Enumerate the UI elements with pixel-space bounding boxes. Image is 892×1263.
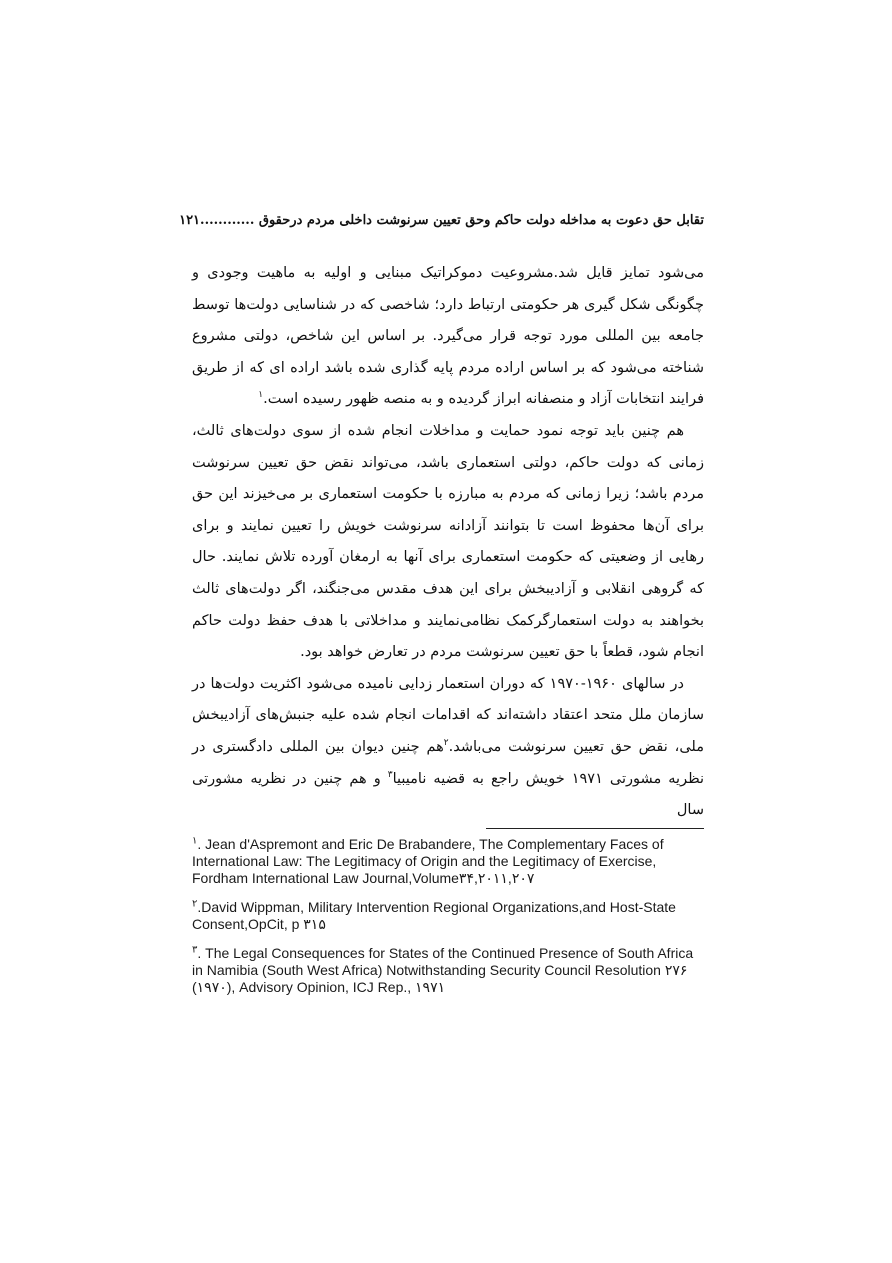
paragraph-2 xyxy=(192,416,704,669)
footnote-ref-3: ۳ xyxy=(387,769,393,780)
footnote-ref-2: ۲ xyxy=(443,738,449,749)
paragraph-1 xyxy=(192,258,704,416)
footnote-separator xyxy=(486,828,704,829)
footnote-2-mark: ۲ xyxy=(192,898,198,910)
footnote-3 xyxy=(192,945,704,996)
running-header xyxy=(179,213,704,237)
paragraph-3 xyxy=(192,669,704,827)
footnote-1-text: . Jean d'Aspremont and Eric De Brabandere, The Complementary Faces of International Law: The Legitimacy of Origin and the Legitimacy of Exercise, Fordham International Law Journal,Volume۳۴,۲۰۱۱,۲۰۷ xyxy=(192,836,664,886)
body-text xyxy=(192,258,704,827)
footnote-3-mark: ۳ xyxy=(192,944,198,956)
footnote-1-mark: ۱ xyxy=(192,835,198,847)
footnote-3-text: . The Legal Consequences for States of the Continued Presence of South Africa in Namibia (South West Africa) Notwithstanding Security Council Resolution ۲۷۶ (۱۹۷۰), Advisory Opinion, ICJ Rep., ۱۹۷۱ xyxy=(192,945,694,995)
paragraph-1-text: می‌شود تمایز قایل شد.مشروعیت دموکراتیک مبنایی و اولیه به ماهیت وجودی و چگونگی شکل گیری هر حکومتی ارتباط دارد؛ شاخصی که در شناسایی دولت‌ها توسط جامعه بین المللی مورد توجه قرار می‌گیرد. بر اساس این شاخص، دولتی مشروع شناخته می‌شود که بر اساس اراده مردم پایه گذاری شده باشد اراده ای که از طریق فرایند انتخابات آزاد و منصفانه ابراز گردیده و به منصه ظهور رسیده است. xyxy=(192,265,704,408)
footnote-1 xyxy=(192,836,704,887)
footnote-2-text: .David Wippman, Military Intervention Regional Organizations,and Host-State Consent,OpCit, p ۳۱۵ xyxy=(192,899,676,932)
paragraph-2-text: هم چنین باید توجه نمود حمایت و مداخلات انجام شده از سوی دولت‌های ثالث، زمانی که دولت حاکم، دولتی استعماری باشد، می‌تواند نقض حق تعیین سرنوشت مردم باشد؛ زیرا زمانی که مردم به مبارزه با حکومت استعماری بر می‌خیزند این حق برای آن‌ها محفوظ است تا بتوانند آزادانه سرنوشت خویش را تعیین نمایند و برای رهایی از وضعیتی که حکومت استعماری برای آنها به ارمغان آورده تلاش نمایند. حال که گروهی انقلابی و آزادیبخش برای این هدف مقدس می‌جنگند، اگر دولت‌های ثالث بخواهند به دولت استعمارگرکمک نظامی‌نمایند و مداخلاتی با هدف حفظ دولت حاکم انجام شود، قطعاً با حق تعیین سرنوشت مردم در تعارض خواهد بود. xyxy=(192,422,704,661)
footnotes xyxy=(192,836,704,1008)
paragraph-3-text-part3: و هم چنین در نظریه مشورتی سال xyxy=(192,770,704,819)
paragraph-3-text-part2: هم چنین دیوان بین المللی دادگستری در نظریه مشورتی ۱۹۷۱ خویش راجع به قضیه نامیبیا xyxy=(192,738,704,787)
running-header-title: تقابل حق دعوت به مداخله دولت حاکم وحق تعیین سرنوشت داخلی مردم درحقوق ............ xyxy=(200,213,704,228)
page-number: ۱۲۱ xyxy=(179,213,201,228)
paragraph-3-text-part1: در سالهای ۱۹۶۰-۱۹۷۰ که دوران استعمار زدایی نامیده می‌شود اکثریت دولت‌ها در سازمان ملل متحد اعتقاد داشته‌اند که اقدامات انجام شده علیه جنبش‌های آزادیبخش ملی، نقض حق تعیین سرنوشت می‌باشد. xyxy=(192,675,704,755)
footnote-2 xyxy=(192,899,704,933)
footnote-ref-1: ۱ xyxy=(258,390,264,401)
